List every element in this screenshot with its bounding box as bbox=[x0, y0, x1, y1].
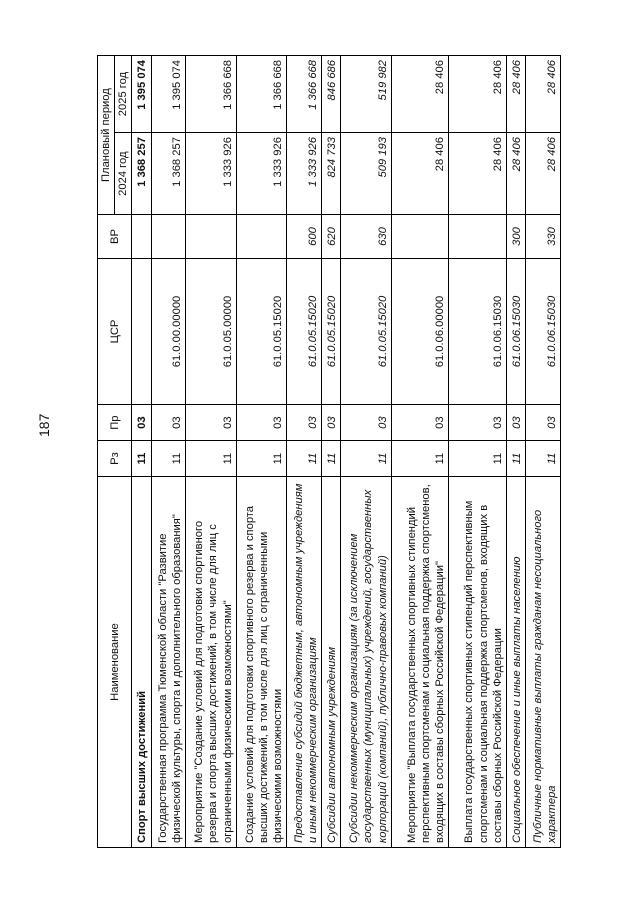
cell-pr: 03 bbox=[507, 405, 526, 441]
header-csr: ЦСР bbox=[98, 258, 132, 404]
cell-csr: 61.0.05.15020 bbox=[236, 258, 287, 404]
table-row bbox=[236, 56, 287, 848]
cell-2025: 1 366 668 bbox=[186, 56, 237, 133]
cell-name: Мероприятие "Создание условий для подготовки спортивного резерва и спорта высших достижений, в том числе для лиц с ограниченными физическими возможностями" bbox=[186, 477, 237, 848]
cell-csr: 61.0.06.15030 bbox=[507, 258, 526, 404]
cell-2024: 1 333 926 bbox=[186, 133, 237, 215]
cell-name: Создание условий для подготовки спортивного резерва и спорта высших достижений, в том числе для лиц с ограниченными физическими возможностями bbox=[236, 477, 287, 848]
header-year-2024: 2024 год bbox=[115, 133, 132, 215]
cell-csr bbox=[132, 258, 151, 404]
table-row bbox=[341, 56, 392, 848]
cell-pr: 03 bbox=[391, 405, 449, 441]
cell-2024: 824 733 bbox=[322, 133, 341, 215]
table-row bbox=[132, 56, 151, 848]
cell-name: Государственная программа Тюменской области "Развитие физической культуры, спорта и дополнительного образования" bbox=[151, 477, 186, 848]
table-row bbox=[507, 56, 526, 848]
cell-vr bbox=[236, 215, 287, 259]
cell-pr: 03 bbox=[151, 405, 186, 441]
cell-vr: 330 bbox=[526, 215, 561, 259]
cell-pr: 03 bbox=[341, 405, 392, 441]
cell-pr: 03 bbox=[132, 405, 151, 441]
header-rz: Рз bbox=[98, 441, 132, 477]
page-number: 187 bbox=[36, 413, 52, 437]
table-row bbox=[322, 56, 341, 848]
cell-name: Субсидии некоммерческим организациям (за исключением государственных (муниципальных) учреждений, государственных корпораций (компаний), публично-правовых компаний) bbox=[341, 477, 392, 848]
cell-vr bbox=[151, 215, 186, 259]
cell-csr: 61.0.06.15030 bbox=[449, 258, 507, 404]
cell-csr: 61.0.05.15020 bbox=[341, 258, 392, 404]
budget-table bbox=[97, 55, 561, 848]
cell-vr bbox=[132, 215, 151, 259]
cell-2024: 1 368 257 bbox=[151, 133, 186, 215]
cell-csr: 61.0.00.00000 bbox=[151, 258, 186, 404]
table-row bbox=[526, 56, 561, 848]
rotated-page bbox=[97, 55, 561, 848]
cell-vr: 630 bbox=[341, 215, 392, 259]
cell-2024: 28 406 bbox=[526, 133, 561, 215]
cell-vr: 600 bbox=[287, 215, 322, 259]
cell-2025: 28 406 bbox=[507, 56, 526, 133]
cell-name: Публичные нормативные выплаты гражданам несоциального характера bbox=[526, 477, 561, 848]
table-row bbox=[151, 56, 186, 848]
cell-2024: 28 406 bbox=[391, 133, 449, 215]
cell-2025: 846 686 bbox=[322, 56, 341, 133]
cell-2024: 28 406 bbox=[449, 133, 507, 215]
cell-csr: 61.0.05.15020 bbox=[322, 258, 341, 404]
cell-csr: 61.0.06.00000 bbox=[391, 258, 449, 404]
header-name: Наименование bbox=[98, 477, 132, 848]
cell-pr: 03 bbox=[186, 405, 237, 441]
cell-name: Субсидии автономным учреждениям bbox=[322, 477, 341, 848]
cell-vr bbox=[449, 215, 507, 259]
cell-pr: 03 bbox=[322, 405, 341, 441]
table-row bbox=[449, 56, 507, 848]
cell-csr: 61.0.05.00000 bbox=[186, 258, 237, 404]
cell-rz: 11 bbox=[341, 441, 392, 477]
header-pr: Пр bbox=[98, 405, 132, 441]
cell-2024: 1 368 257 bbox=[132, 133, 151, 215]
cell-name: Социальное обеспечение и иные выплаты населению bbox=[507, 477, 526, 848]
cell-2025: 1 395 074 bbox=[151, 56, 186, 133]
header-year-2025: 2025 год bbox=[115, 56, 132, 133]
cell-2025: 28 406 bbox=[449, 56, 507, 133]
cell-2025: 1 366 668 bbox=[287, 56, 322, 133]
cell-rz: 11 bbox=[287, 441, 322, 477]
table-row bbox=[186, 56, 237, 848]
cell-rz: 11 bbox=[449, 441, 507, 477]
table-row bbox=[391, 56, 449, 848]
cell-2024: 1 333 926 bbox=[236, 133, 287, 215]
cell-pr: 03 bbox=[526, 405, 561, 441]
cell-name: Выплата государственных спортивных стипендий перспективным спортсменам и социальная поддержка спортсменов, входящих в составы сборных Российской Федерации bbox=[449, 477, 507, 848]
cell-vr bbox=[391, 215, 449, 259]
table-body bbox=[132, 56, 561, 848]
cell-2025: 28 406 bbox=[391, 56, 449, 133]
header-vr: ВР bbox=[98, 215, 132, 259]
cell-name: Мероприятие "Выплата государственных спортивных стипендий перспективным спортсменам и социальная поддержка спортсменов, входящих в составы сборных Российской Федерации" bbox=[391, 477, 449, 848]
cell-2025: 519 982 bbox=[341, 56, 392, 133]
cell-rz: 11 bbox=[132, 441, 151, 477]
header-planned-period: Плановый период bbox=[98, 56, 115, 215]
cell-vr: 300 bbox=[507, 215, 526, 259]
cell-name: Предоставление субсидий бюджетным, автономным учреждениям и иным некоммерческим организациям bbox=[287, 477, 322, 848]
cell-rz: 11 bbox=[236, 441, 287, 477]
cell-rz: 11 bbox=[186, 441, 237, 477]
cell-rz: 11 bbox=[507, 441, 526, 477]
cell-2024: 28 406 bbox=[507, 133, 526, 215]
cell-csr: 61.0.05.15020 bbox=[287, 258, 322, 404]
cell-pr: 03 bbox=[449, 405, 507, 441]
cell-2025: 28 406 bbox=[526, 56, 561, 133]
cell-2025: 1 366 668 bbox=[236, 56, 287, 133]
cell-2024: 509 193 bbox=[341, 133, 392, 215]
cell-vr: 620 bbox=[322, 215, 341, 259]
cell-vr bbox=[186, 215, 237, 259]
cell-rz: 11 bbox=[151, 441, 186, 477]
cell-rz: 11 bbox=[391, 441, 449, 477]
cell-2025: 1 395 074 bbox=[132, 56, 151, 133]
table-row bbox=[287, 56, 322, 848]
cell-csr: 61.0.06.15030 bbox=[526, 258, 561, 404]
cell-pr: 03 bbox=[236, 405, 287, 441]
cell-name: Спорт высших достижений bbox=[132, 477, 151, 848]
cell-rz: 11 bbox=[322, 441, 341, 477]
cell-2024: 1 333 926 bbox=[287, 133, 322, 215]
table-header bbox=[98, 56, 132, 848]
cell-rz: 11 bbox=[526, 441, 561, 477]
cell-pr: 03 bbox=[287, 405, 322, 441]
